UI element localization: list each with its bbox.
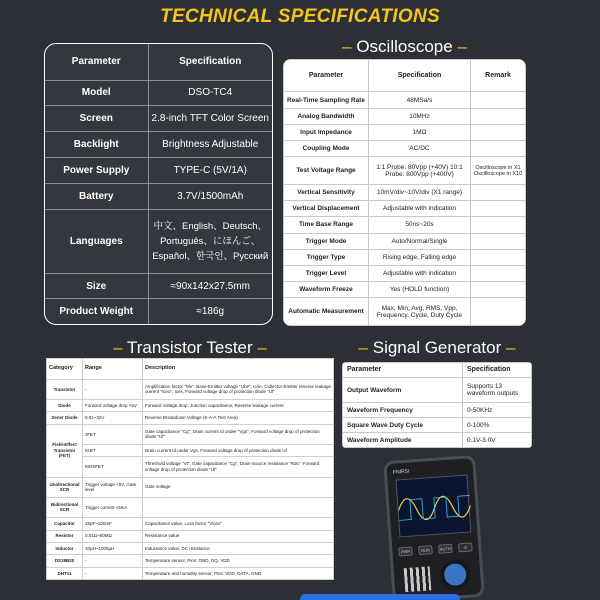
spec-cell: 10mV/div~10V/div (X1 range) xyxy=(369,184,471,200)
pwr-button: PWR xyxy=(398,547,413,557)
spec-cell: 3.7V/1500mAh xyxy=(148,183,272,209)
remark-cell xyxy=(471,92,526,108)
spec-cell: 50ns~20s xyxy=(369,217,471,233)
param-cell: Output Waveform xyxy=(343,377,463,402)
table-row xyxy=(47,444,334,456)
range-cell: 0.01Ω~50MΩ xyxy=(83,530,143,542)
range-cell: 10μH~1000μH xyxy=(83,542,143,554)
device-brand: FNIRSI xyxy=(392,468,410,476)
general-spec-table xyxy=(44,43,273,325)
table-row xyxy=(284,92,526,108)
table-row xyxy=(284,141,526,157)
param-cell: Square Wave Duty Cycle xyxy=(343,418,463,433)
table-row xyxy=(45,80,272,106)
param-cell: Backlight xyxy=(45,132,148,158)
table-row xyxy=(45,132,272,158)
table-row xyxy=(47,555,334,567)
table-row xyxy=(284,249,526,265)
category-cell: DS18B20 xyxy=(47,555,83,567)
category-cell: Capacitor xyxy=(47,518,83,530)
col-header-specification: Specification xyxy=(463,363,532,378)
table-row xyxy=(284,124,526,140)
range-cell: 0.01~32V xyxy=(83,412,143,424)
oscilloscope-device-image xyxy=(383,455,485,600)
col-header-specification: Specification xyxy=(148,44,272,80)
param-cell: Trigger Mode xyxy=(284,233,369,249)
category-cell: Resistor xyxy=(47,530,83,542)
remark-cell xyxy=(471,282,526,298)
signal-generator-title: – Signal Generator – xyxy=(358,338,516,357)
spec-cell: Brightness Adjustable xyxy=(148,132,272,158)
table-row xyxy=(284,282,526,298)
param-cell: Trigger Level xyxy=(284,265,369,281)
table-row xyxy=(45,273,272,299)
spec-cell: 2.8-inch TFT Color Screen xyxy=(148,106,272,132)
speaker-grill xyxy=(404,566,432,592)
spec-cell: Adjustable with indication xyxy=(369,265,471,281)
waveform-graphic xyxy=(397,475,473,538)
spec-cell: 48MSa/s xyxy=(369,92,471,108)
param-cell: Model xyxy=(45,80,148,106)
table-row xyxy=(45,209,272,273)
transistor-title: – Transistor Tester – xyxy=(113,338,267,357)
table-row xyxy=(45,106,272,132)
oscilloscope-title: – Oscilloscope – xyxy=(342,37,467,56)
param-cell: Waveform Freeze xyxy=(284,282,369,298)
table-row xyxy=(47,412,334,424)
table-row xyxy=(47,497,334,517)
spec-cell: 10MHz xyxy=(369,108,471,124)
col-header-remark: Remark xyxy=(471,60,526,92)
spec-cell: Max, Min, Avg, RMS, Vpp, Frequency, Cycle, Duty Cycle xyxy=(369,298,471,326)
spec-cell: DSO-TC4 xyxy=(148,80,272,106)
col-header-parameter: Parameter xyxy=(45,44,148,80)
spec-cell: 1MΩ xyxy=(369,124,471,140)
spec-cell: ≈186g xyxy=(148,299,272,324)
spec-cell: Rising edge, Falling edge xyxy=(369,249,471,265)
signal-generator-table xyxy=(342,362,532,448)
table-row xyxy=(45,157,272,183)
category-cell: Unidirectional SCR xyxy=(47,477,83,497)
category-cell: Zener Diode xyxy=(47,412,83,424)
category-cell: Bidirectional SCR xyxy=(47,497,83,517)
spec-cell: 0-100% xyxy=(463,418,532,433)
spec-cell: 1:1 Probe: 80Vpp (+40V) 10:1 Probe: 800Vpp (+400V) xyxy=(369,157,471,185)
col-header-parameter: Parameter xyxy=(343,363,463,378)
category-cell: Transistor xyxy=(47,379,83,399)
spec-cell: TYPE-C (5V/1A) xyxy=(148,157,272,183)
param-cell: Size xyxy=(45,273,148,299)
range-cell: - xyxy=(83,567,143,579)
remark-cell xyxy=(471,233,526,249)
description-cell: Amplification factor "hfe", Base-Emitter voltage "Ube", Ic/Ie, Collector-Emitter reverse leakage current "Iceo", Ices, Forward voltage drop of protection diode "Uf" xyxy=(143,379,334,399)
table-row xyxy=(284,184,526,200)
param-cell: Analog Bandwidth xyxy=(284,108,369,124)
spec-cell: 中文、English、Deutsch、Português、にほんご、Español、한국인、Русский xyxy=(148,209,272,273)
range-cell: MOSFET xyxy=(83,457,143,477)
param-cell: Automatic Measurement xyxy=(284,298,369,326)
description-cell: Temperature sensor, Pins: GND, DQ, VDD xyxy=(143,555,334,567)
param-cell: Coupling Mode xyxy=(284,141,369,157)
col-header-category: Category xyxy=(47,359,83,380)
description-cell: Capacitance value, Loss factor "Vloss" xyxy=(143,518,334,530)
range-cell: IGBT xyxy=(83,444,143,456)
param-cell: Real-Time Sampling Rate xyxy=(284,92,369,108)
spec-cell: Supports 13 waveform outputs xyxy=(463,377,532,402)
range-cell: Forward voltage drop <5V xyxy=(83,399,143,411)
param-cell: Vertical Displacement xyxy=(284,201,369,217)
table-row xyxy=(343,433,532,448)
remark-cell: Oscilloscope in X1 Oscilloscope in X10 xyxy=(471,157,526,185)
param-cell: Vertical Sensitivity xyxy=(284,184,369,200)
param-cell: Screen xyxy=(45,106,148,132)
table-row xyxy=(45,299,272,324)
description-cell: Gate capacitance "Cg", Drain current Id under "Vgs", Forward voltage drop of protection diode "Uf" xyxy=(143,424,334,444)
col-header-range: Range xyxy=(83,359,143,380)
spec-cell: ≈90x142x27.5mm xyxy=(148,273,272,299)
description-cell: Forward voltage drop, Junction capacitance, Reverse leakage current xyxy=(143,399,334,411)
remark-cell xyxy=(471,265,526,281)
table-row xyxy=(47,567,334,579)
spec-cell: AC/DC xyxy=(369,141,471,157)
power-icon: ⏻ xyxy=(458,542,473,552)
param-cell: Test Voltage Range xyxy=(284,157,369,185)
signal-title-text: Signal Generator xyxy=(372,338,502,357)
param-cell: Input Impedance xyxy=(284,124,369,140)
table-row xyxy=(284,217,526,233)
param-cell: Time Base Range xyxy=(284,217,369,233)
table-row xyxy=(343,377,532,402)
param-cell: Languages xyxy=(45,209,148,273)
spec-cell: 0.1V-3.0V xyxy=(463,433,532,448)
oscilloscope-title-text: Oscilloscope xyxy=(356,37,453,56)
category-cell: Inductor xyxy=(47,542,83,554)
description-cell: Drain current Id under Vgs, Forward voltage drop of protection diode Uf xyxy=(143,444,334,456)
remark-cell xyxy=(471,124,526,140)
remark-cell xyxy=(471,201,526,217)
table-row xyxy=(284,265,526,281)
device-screen xyxy=(395,475,471,538)
table-row xyxy=(47,530,334,542)
description-cell: Reverse Breakdown Voltage (K-A-A Test Area) xyxy=(143,412,334,424)
category-cell: DHT11 xyxy=(47,567,83,579)
range-cell: JFET xyxy=(83,424,143,444)
table-row xyxy=(284,298,526,326)
description-cell: Inductance value, DC resistance xyxy=(143,542,334,554)
col-header-specification: Specification xyxy=(369,60,471,92)
table-row xyxy=(47,379,334,399)
oscilloscope-table xyxy=(283,59,526,326)
page-title: TECHNICAL SPECIFICATIONS xyxy=(160,6,440,27)
description-cell: Gate voltage xyxy=(143,477,334,497)
table-row xyxy=(284,108,526,124)
table-row xyxy=(343,418,532,433)
transistor-table xyxy=(46,358,334,580)
param-cell: Trigger Type xyxy=(284,249,369,265)
decorative-bar xyxy=(300,594,460,600)
spec-cell: 0-50KHz xyxy=(463,403,532,418)
table-row xyxy=(47,477,334,497)
param-cell: Battery xyxy=(45,183,148,209)
range-cell: 25pF~100mF xyxy=(83,518,143,530)
remark-cell xyxy=(471,217,526,233)
col-header-parameter: Parameter xyxy=(284,60,369,92)
remark-cell xyxy=(471,298,526,326)
description-cell xyxy=(143,497,334,517)
category-cell: Diode xyxy=(47,399,83,411)
table-row xyxy=(47,424,334,444)
remark-cell xyxy=(471,141,526,157)
param-cell: Waveform Frequency xyxy=(343,403,463,418)
param-cell: Power Supply xyxy=(45,157,148,183)
table-row xyxy=(343,403,532,418)
category-cell: Field-Effect Transistor (FET) xyxy=(47,424,83,477)
remark-cell xyxy=(471,184,526,200)
range-cell: - xyxy=(83,555,143,567)
table-row xyxy=(284,233,526,249)
table-row xyxy=(47,518,334,530)
auto-button: AUTO xyxy=(438,544,453,554)
col-header-description: Description xyxy=(143,359,334,380)
table-row xyxy=(284,201,526,217)
table-row xyxy=(47,457,334,477)
description-cell: Temperature and humidity sensor, Pins: VDD, DATA, GND xyxy=(143,567,334,579)
spec-cell: Yes (HOLD function) xyxy=(369,282,471,298)
table-row xyxy=(47,542,334,554)
remark-cell xyxy=(471,108,526,124)
description-cell: Resistance value xyxy=(143,530,334,542)
transistor-title-text: Transistor Tester xyxy=(127,338,253,357)
range-cell: Trigger voltage <5V, Gate level xyxy=(83,477,143,497)
rotary-knob xyxy=(439,559,471,591)
range-cell: Trigger current <6mA xyxy=(83,497,143,517)
run-button: RUN xyxy=(418,545,433,555)
spec-cell: Auto/Normal/Single xyxy=(369,233,471,249)
param-cell: Waveform Amplitude xyxy=(343,433,463,448)
table-row xyxy=(45,183,272,209)
description-cell: Threshold voltage "Vt", Gate capacitance "Cg", Drain-Source resistance "Rds", Forward voltage drop of protection diode "Uf" xyxy=(143,457,334,477)
table-row xyxy=(284,157,526,185)
param-cell: Product Weight xyxy=(45,299,148,324)
table-row xyxy=(47,399,334,411)
remark-cell xyxy=(471,249,526,265)
range-cell: - xyxy=(83,379,143,399)
spec-cell: Adjustable with indication xyxy=(369,201,471,217)
